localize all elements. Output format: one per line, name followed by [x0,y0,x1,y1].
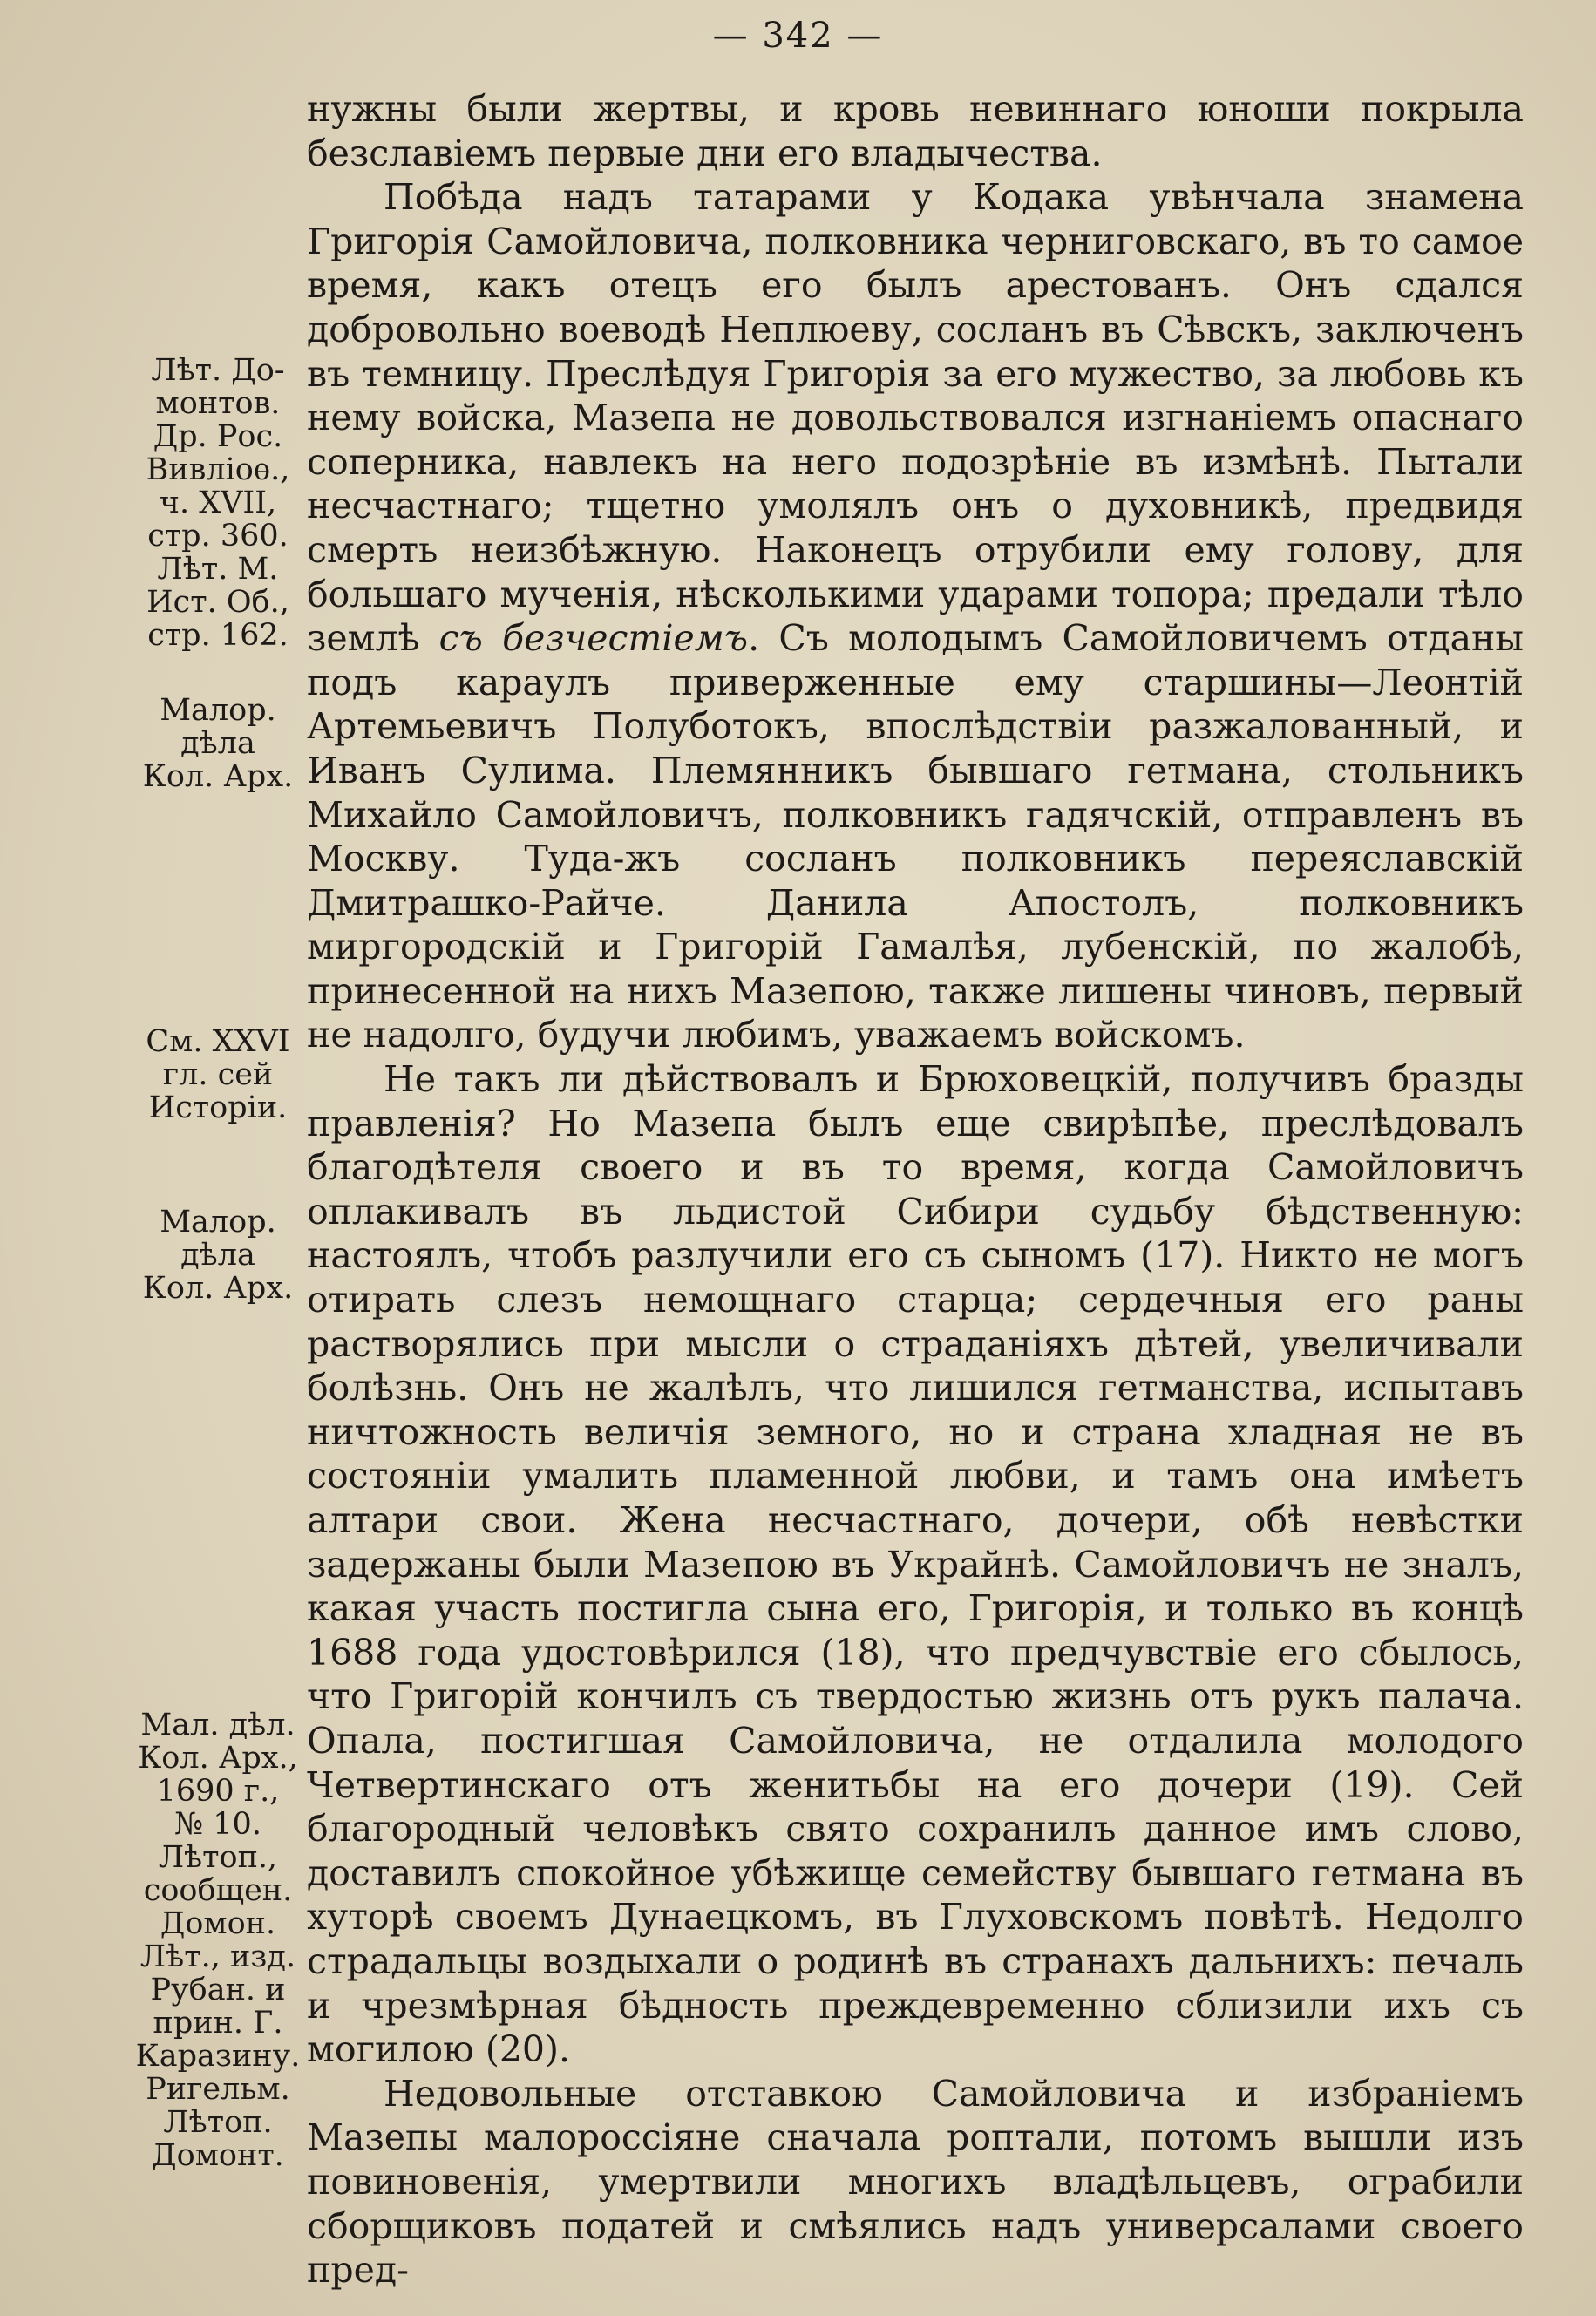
margin-note-line: сообщен. [143,1873,293,1908]
margin-note-line: Лѣтоп., [158,1840,278,1875]
paragraph: Недовольные отставкою Самойловича и избраніемъ Мазепы малороссіяне сначала роптали, потомъ вышли изъ повиновенія, умертвили многихъ владѣльцевъ, ограбили сборщиковъ податей и смѣялись надъ универсалами своего пред- [307,2072,1524,2292]
margin-note-cross-reference [131,1025,305,1124]
margin-note-line: Исторіи. [148,1090,288,1125]
margin-note-line: Рубан. и [150,1973,286,2007]
margin-note-line: Кол. Арх., [138,1741,298,1776]
margin-note-line: 1690 г., [156,1774,280,1809]
margin-note-sources-1 [131,354,305,652]
margin-note-line: Ист. Об., [146,585,289,620]
margin-note-line: См. XXVI [146,1024,290,1059]
main-text [307,87,1524,2292]
margin-note-line: Кол. Арх. [142,759,294,794]
margin-note-line: стр. 360. [147,519,289,554]
margin-note-line: Ригельм. [146,2072,290,2107]
margin-note-line: дѣла [180,1238,255,1273]
margin-note-line: Лѣт. М. [157,552,279,587]
margin-note-line: гл. сей [162,1057,274,1092]
margin-note-line: Малор. [160,1205,276,1240]
margin-note-line: Мал. дѣл. [140,1708,295,1742]
margin-note-line: Лѣтоп. [163,2105,273,2140]
margin-note-sources-2 [131,694,305,793]
paragraph [307,175,1524,1057]
margin-note-line: Домонт. [152,2138,284,2173]
margin-note-line: дѣла [180,726,255,761]
margin-note-line: Малор. [160,693,276,728]
paragraph-text: Побѣда надъ татарами у Кодака увѣнчала знамена Григорія Самойловича, полковника черниговскаго, въ то самое время, какъ отецъ его былъ арестованъ. Онъ сдался добровольно воеводѣ Неплюеву, сосланъ въ Сѣвскъ, заключенъ въ темницу. Преслѣдуя Григорія за его мужество, за любовь къ нему войска, Мазепа не довольствовался изгнаніемъ опаснаго соперника, навлекъ на него подозрѣніе въ измѣнѣ. Пытали несчастнаго; тщетно умолялъ онъ о духовникѣ, предвидя смерть неизбѣжную. Наконецъ отрубили ему голову, для большаго мученія, нѣсколькими ударами топора; предали тѣло землѣ [307,176,1524,660]
paragraph-text: . Съ молодымъ Самойловичемъ отданы подъ караулъ приверженные ему старшины—Леонтій Артемьевичъ Полуботокъ, впослѣдствіи разжалованный, и Иванъ Сулима. Племянникъ бывшаго гетмана, стольникъ Михайло Самойловичъ, полковникъ гадячскій, отправленъ въ Москву. Туда-жъ сосланъ полковникъ переяславскій Дмитрашко-Райче. Данила Апостолъ, полковникъ миргородскій и Григорій Гамалѣя, лубенскій, по жалобѣ, принесенной на нихъ Мазепою, также лишены чиновъ, первый не надолго, будучи любимъ, уважаемъ войскомъ. [307,617,1524,1056]
margin-note-line: Лѣт., изд. [139,1939,296,1974]
margin-note-line: ч. XVII, [159,486,277,520]
margin-note-sources-3 [131,1206,305,1305]
margin-note-line: Кол. Арх. [142,1271,294,1306]
margin-note-line: Лѣт. До- [151,353,285,388]
margin-note-line: Каразину. [135,2039,301,2074]
margin-note-line: № 10. [174,1807,261,1842]
margin-note-line: монтов. [155,386,281,421]
margin-note-line: стр. 162. [147,618,289,653]
page-number: — 342 — [712,16,884,56]
margin-note-line: Вивліоѳ., [146,452,290,487]
paragraph: нужны были жертвы, и кровь невиннаго юноши покрыла безславіемъ первые дни его владычества. [307,88,1524,174]
paragraph: Не такъ ли дѣйствовалъ и Брюховецкій, получивъ бразды правленія? Но Мазепа былъ еще свирѣпѣе, преслѣдовалъ благодѣтеля своего и въ то время, когда Самойловичъ оплакивалъ въ льдистой Сибири судьбу бѣдственную: настоялъ, чтобъ разлучили его съ сыномъ (17). Никто не могъ отирать слезъ немощнаго старца; сердечныя его раны растворялись при мысли о страданіяхъ дѣтей, увеличивали болѣзнь. Онъ не жалѣлъ, что лишился гетманства, испытавъ ничтожность величія земного, но и страна хладная не въ состояніи умалить пламенной любви, и тамъ она имѣетъ алтари свои. Жена несчастнаго, дочери, обѣ невѣстки задержаны были Мазепою въ Украйнѣ. Самойловичъ не зналъ, какая участь постигла сына его, Григорія, и только въ концѣ 1688 года удостовѣрился (18), что предчувствіе его сбылось, что Григорій кончилъ съ твердостью жизнь отъ рукъ палача. Опала, постигшая Самойловича, не отдалила молодого Четвертинскаго отъ женитьбы на его дочери (19). Сей благородный человѣкъ свято сохранилъ данное имъ слово, доставилъ спокойное убѣжище семейству бывшаго гетмана въ хуторѣ своемъ Дунаецкомъ, въ Глуховскомъ повѣтѣ. Недолго страдальцы воздыхали о родинѣ въ странахъ дальнихъ: печаль и чрезмѣрная бѣдность преждевременно сблизили ихъ съ могилою (20). [307,1058,1524,2071]
margin-note-line: прин. Г. [153,2006,283,2041]
emphasized-phrase: съ безчестіемъ [438,617,749,660]
margin-note-line: Др. Рос. [153,419,283,454]
margin-note-line: Домон. [160,1906,276,1941]
margin-note-sources-4 [131,1708,305,2172]
